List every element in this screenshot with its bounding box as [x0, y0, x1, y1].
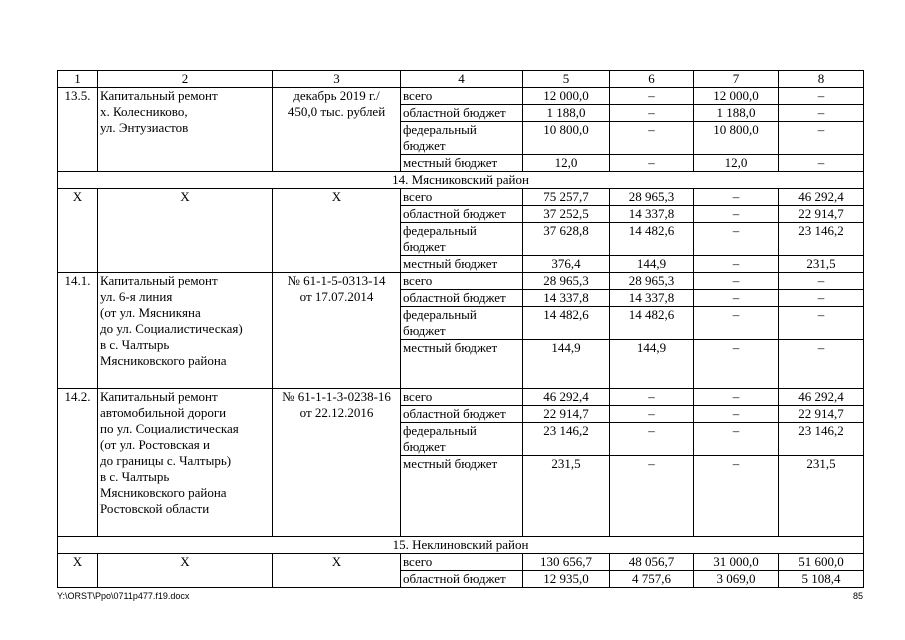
value-c7: 31 000,0 — [694, 554, 779, 571]
item-name-line: автомобильной дороги — [100, 405, 227, 420]
budget-label: федеральный бюджет — [401, 223, 523, 256]
budget-label: федеральный бюджет — [401, 122, 523, 155]
value-c6: – — [610, 456, 694, 537]
item-name-line: Мясниковского района — [100, 353, 227, 368]
table-row — [58, 273, 864, 290]
item-number: 13.5. — [58, 88, 98, 172]
value-c6: 4 757,6 — [610, 571, 694, 588]
value-c8: 23 146,2 — [779, 423, 864, 456]
value-c7: – — [694, 406, 779, 423]
item-doc-line: 450,0 тыс. рублей — [287, 104, 386, 119]
value-c8: 23 146,2 — [779, 223, 864, 256]
item-doc-line: № 61-1-1-3-0238-16 — [282, 389, 391, 404]
item-name-line: Капитальный ремонт — [100, 389, 218, 404]
budget-label: областной бюджет — [401, 571, 523, 588]
value-c7: – — [694, 423, 779, 456]
item-doc-line: декабрь 2019 г./ — [293, 88, 380, 103]
table-row — [58, 389, 864, 406]
value-c8: 5 108,4 — [779, 571, 864, 588]
value-c8: 231,5 — [779, 456, 864, 537]
item-name — [98, 273, 273, 389]
budget-label: местный бюджет — [401, 256, 523, 273]
value-c6: – — [610, 406, 694, 423]
budget-label: областной бюджет — [401, 105, 523, 122]
value-c8: 22 914,7 — [779, 406, 864, 423]
value-c6: 144,9 — [610, 340, 694, 389]
value-c7: 1 188,0 — [694, 105, 779, 122]
budget-label: федеральный бюджет — [401, 423, 523, 456]
budget-label: местный бюджет — [401, 155, 523, 172]
value-c7: – — [694, 223, 779, 256]
value-c8: – — [779, 105, 864, 122]
value-c6: – — [610, 389, 694, 406]
value-c5: 14 337,8 — [523, 290, 610, 307]
item-name-line: Ростовской области — [100, 501, 210, 516]
value-c6: – — [610, 105, 694, 122]
value-c7: – — [694, 456, 779, 537]
budget-label: областной бюджет — [401, 206, 523, 223]
value-c7: – — [694, 290, 779, 307]
value-c5: 46 292,4 — [523, 389, 610, 406]
item-doc — [273, 88, 401, 172]
value-c5: 12 000,0 — [523, 88, 610, 105]
value-c5: 75 257,7 — [523, 189, 610, 206]
column-header: 7 — [694, 71, 779, 88]
value-c8: – — [779, 307, 864, 340]
value-c5: 12,0 — [523, 155, 610, 172]
section-row — [58, 172, 864, 189]
budget-label: всего — [401, 273, 523, 290]
value-c6: – — [610, 122, 694, 155]
item-number: Х — [58, 554, 98, 588]
value-c5: 14 482,6 — [523, 307, 610, 340]
value-c6: 14 337,8 — [610, 290, 694, 307]
value-c6: 144,9 — [610, 256, 694, 273]
value-c6: 28 965,3 — [610, 273, 694, 290]
value-c8: 231,5 — [779, 256, 864, 273]
value-c5: 144,9 — [523, 340, 610, 389]
budget-label: федеральный бюджет — [401, 307, 523, 340]
item-doc — [273, 389, 401, 537]
value-c6: 14 337,8 — [610, 206, 694, 223]
value-c5: 23 146,2 — [523, 423, 610, 456]
header-row — [58, 71, 864, 88]
value-c5: 22 914,7 — [523, 406, 610, 423]
value-c5: 37 628,8 — [523, 223, 610, 256]
value-c8: 51 600,0 — [779, 554, 864, 571]
value-c6: 14 482,6 — [610, 223, 694, 256]
item-name-line: Мясниковского района — [100, 485, 227, 500]
section-row — [58, 537, 864, 554]
value-c7: 3 069,0 — [694, 571, 779, 588]
item-name-line: в с. Чалтырь — [100, 469, 170, 484]
item-name-line: Капитальный ремонт — [100, 273, 218, 288]
budget-label: всего — [401, 189, 523, 206]
value-c5: 37 252,5 — [523, 206, 610, 223]
item-name: Х — [98, 189, 273, 273]
budget-label: всего — [401, 554, 523, 571]
item-number: 14.1. — [58, 273, 98, 389]
section-title: 15. Неклиновский район — [58, 537, 864, 554]
item-doc: Х — [273, 554, 401, 588]
value-c7: – — [694, 206, 779, 223]
budget-table — [57, 70, 864, 588]
value-c6: 48 056,7 — [610, 554, 694, 571]
value-c8: 46 292,4 — [779, 389, 864, 406]
column-header: 4 — [401, 71, 523, 88]
value-c8: – — [779, 155, 864, 172]
item-doc-line: от 22.12.2016 — [299, 405, 374, 420]
value-c8: – — [779, 340, 864, 389]
item-doc-line: № 61-1-5-0313-14 — [287, 273, 386, 288]
item-name-line: (от ул. Ростовская и — [100, 437, 210, 452]
value-c7: – — [694, 189, 779, 206]
value-c7: – — [694, 389, 779, 406]
value-c8: – — [779, 273, 864, 290]
item-name-line: до границы с. Чалтырь) — [100, 453, 232, 468]
item-name-line: ул. 6-я линия — [100, 289, 173, 304]
value-c8: 46 292,4 — [779, 189, 864, 206]
value-c7: 12,0 — [694, 155, 779, 172]
value-c6: 14 482,6 — [610, 307, 694, 340]
value-c5: 130 656,7 — [523, 554, 610, 571]
value-c7: – — [694, 307, 779, 340]
section-title: 14. Мясниковский район — [58, 172, 864, 189]
item-number: Х — [58, 189, 98, 273]
value-c5: 28 965,3 — [523, 273, 610, 290]
value-c6: – — [610, 155, 694, 172]
item-number: 14.2. — [58, 389, 98, 537]
value-c5: 1 188,0 — [523, 105, 610, 122]
budget-label: областной бюджет — [401, 406, 523, 423]
item-name — [98, 88, 273, 172]
item-name-line: в с. Чалтырь — [100, 337, 170, 352]
value-c7: 12 000,0 — [694, 88, 779, 105]
value-c6: – — [610, 88, 694, 105]
item-name-line: (от ул. Мясникяна — [100, 305, 201, 320]
item-doc — [273, 273, 401, 389]
value-c8: – — [779, 290, 864, 307]
item-name: Х — [98, 554, 273, 588]
budget-label: областной бюджет — [401, 290, 523, 307]
column-header: 5 — [523, 71, 610, 88]
column-header: 8 — [779, 71, 864, 88]
value-c5: 231,5 — [523, 456, 610, 537]
budget-label: местный бюджет — [401, 340, 523, 389]
item-name-line: до ул. Социалистическая) — [100, 321, 243, 336]
table-row — [58, 88, 864, 105]
item-doc: Х — [273, 189, 401, 273]
value-c8: – — [779, 88, 864, 105]
value-c7: – — [694, 273, 779, 290]
table-row — [58, 554, 864, 571]
column-header: 3 — [273, 71, 401, 88]
item-doc-line: от 17.07.2014 — [299, 289, 374, 304]
value-c6: 28 965,3 — [610, 189, 694, 206]
value-c8: – — [779, 122, 864, 155]
value-c5: 376,4 — [523, 256, 610, 273]
value-c7: – — [694, 340, 779, 389]
budget-label: местный бюджет — [401, 456, 523, 537]
page-number: 85 — [852, 591, 863, 601]
table-row — [58, 189, 864, 206]
budget-label: всего — [401, 88, 523, 105]
item-name-line: х. Колесниково, — [100, 104, 188, 119]
budget-label: всего — [401, 389, 523, 406]
item-name-line: Капитальный ремонт — [100, 88, 218, 103]
file-path: Y:\ORST\Ppo\0711p477.f19.docx — [57, 591, 190, 601]
value-c7: 10 800,0 — [694, 122, 779, 155]
item-name-line: по ул. Социалистическая — [100, 421, 239, 436]
column-header: 1 — [58, 71, 98, 88]
column-header: 6 — [610, 71, 694, 88]
value-c5: 10 800,0 — [523, 122, 610, 155]
value-c6: – — [610, 423, 694, 456]
value-c8: 22 914,7 — [779, 206, 864, 223]
item-name-line: ул. Энтузиастов — [100, 120, 189, 135]
item-name — [98, 389, 273, 537]
column-header: 2 — [98, 71, 273, 88]
value-c5: 12 935,0 — [523, 571, 610, 588]
value-c7: – — [694, 256, 779, 273]
